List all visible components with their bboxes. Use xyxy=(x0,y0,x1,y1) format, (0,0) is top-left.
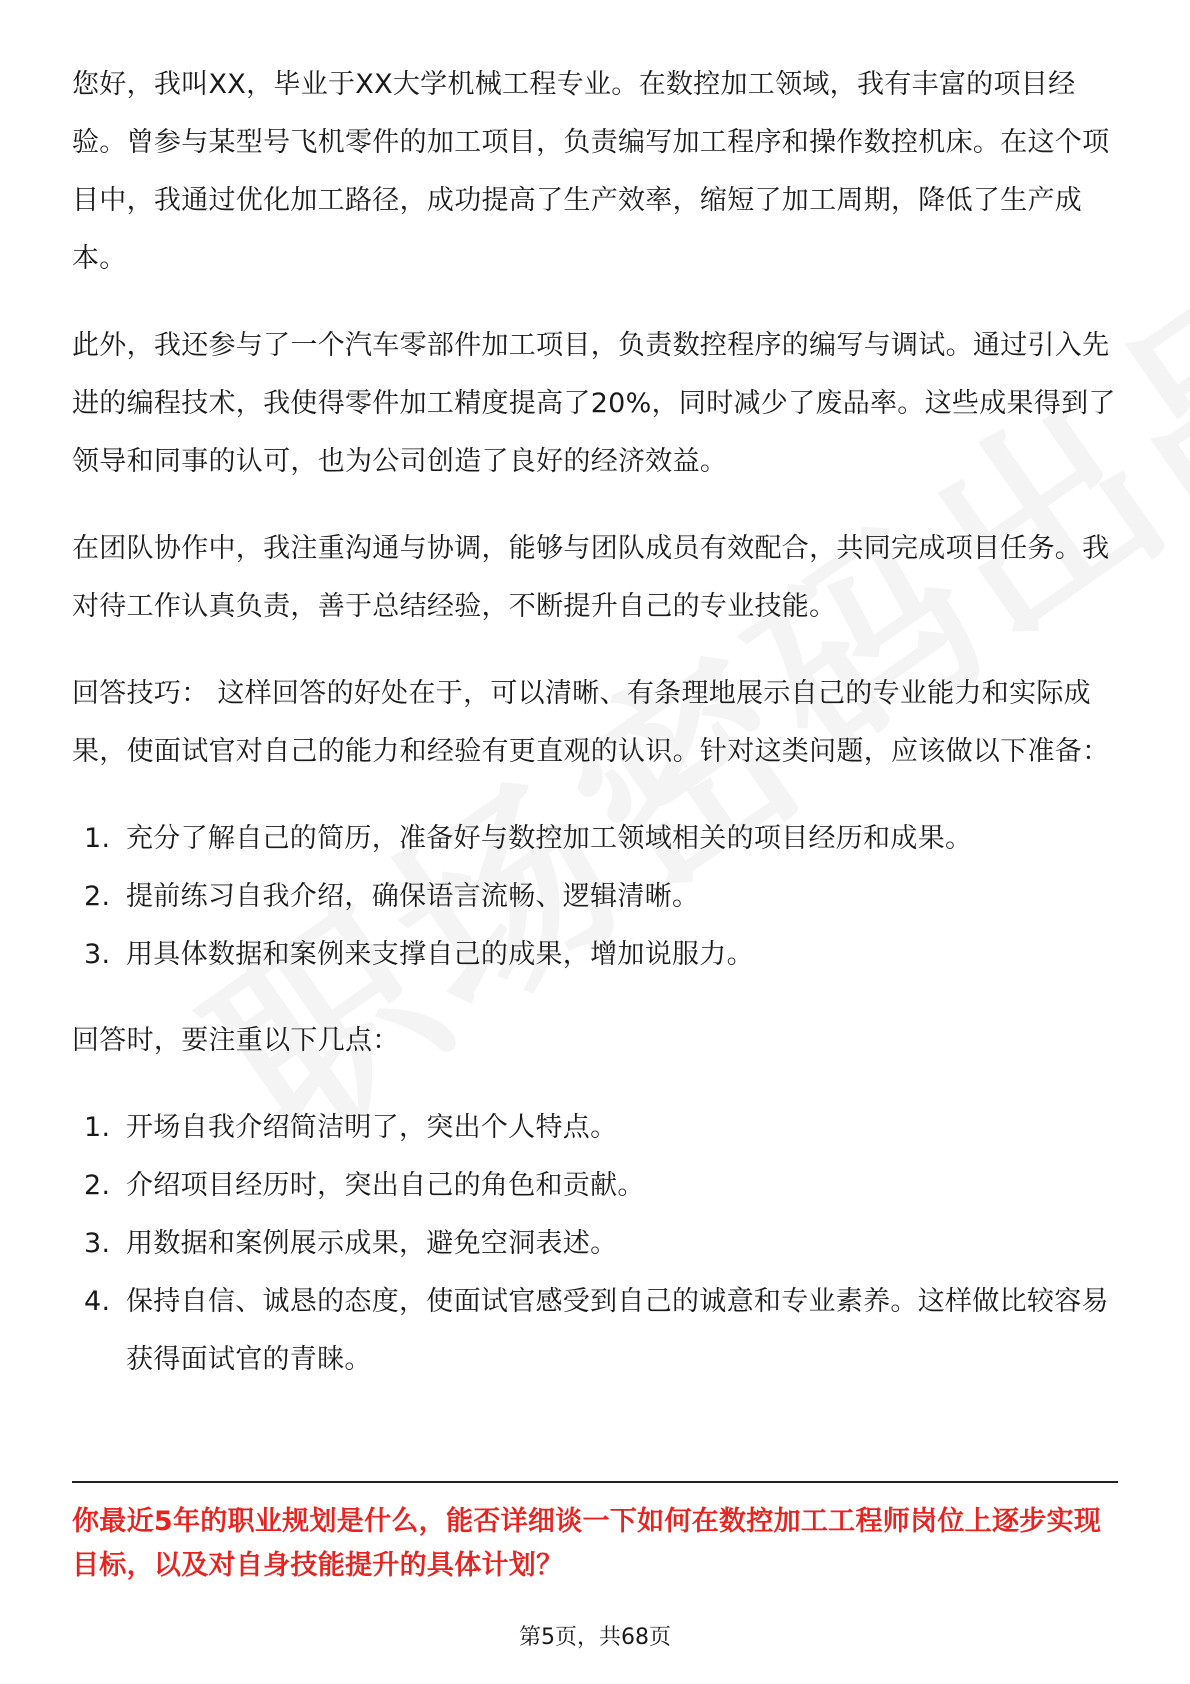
list-number: 3. xyxy=(84,1228,111,1259)
list-number: 2. xyxy=(84,881,111,912)
list-item xyxy=(72,810,1118,868)
list-number: 1. xyxy=(84,823,111,854)
list-item xyxy=(72,1157,1118,1215)
list-number: 2. xyxy=(84,1170,111,1201)
list-item-text: 充分了解自己的简历，准备好与数控加工领域相关的项目经历和成果。 xyxy=(126,823,973,854)
answer-paragraph-1: 您好，我叫XX，毕业于XX大学机械工程专业。在数控加工领域，我有丰富的项目经验。曾参与某型号飞机零件的加工项目，负责编写加工程序和操作数控机床。在这个项目中，我通过优化加工路径，成功提高了生产效率，缩短了加工周期，降低了生产成本。 xyxy=(72,69,1110,274)
list-item-text: 开场自我介绍简洁明了，突出个人特点。 xyxy=(126,1112,618,1143)
preparation-list xyxy=(72,810,1118,984)
list-number: 1. xyxy=(84,1112,111,1143)
answer-tips-paragraph: 回答技巧： 这样回答的好处在于，可以清晰、有条理地展示自己的专业能力和实际成果，使面试官对自己的能力和经验有更直观的认识。针对这类问题，应该做以下准备： xyxy=(72,678,1110,767)
page-number: 第5页，共68页 xyxy=(519,1625,671,1650)
list-item xyxy=(72,926,1118,984)
list-item-text: 介绍项目经历时，突出自己的角色和贡献。 xyxy=(126,1170,645,1201)
next-question-heading: 你最近5年的职业规划是什么，能否详细谈一下如何在数控加工工程师岗位上逐步实现目标，以及对自身技能提升的具体计划？ xyxy=(72,1506,1102,1581)
answer-paragraph-3: 在团队协作中，我注重沟通与协调，能够与团队成员有效配合，共同完成项目任务。我对待工作认真负责，善于总结经验，不断提升自己的专业技能。 xyxy=(72,533,1110,622)
list-number: 4. xyxy=(84,1286,111,1317)
points-intro: 回答时，要注重以下几点： xyxy=(72,1025,400,1056)
list-item-text: 提前练习自我介绍，确保语言流畅、逻辑清晰。 xyxy=(126,881,700,912)
list-item xyxy=(72,1273,1118,1389)
section-divider xyxy=(72,1481,1118,1483)
main-content xyxy=(72,56,1118,1417)
list-item-text: 用具体数据和案例来支撑自己的成果，增加说服力。 xyxy=(126,939,754,970)
points-list xyxy=(72,1099,1118,1389)
answer-paragraph-2: 此外，我还参与了一个汽车零部件加工项目，负责数控程序的编写与调试。通过引入先进的编程技术，我使得零件加工精度提高了20%，同时减少了废品率。这些成果得到了领导和同事的认可，也为公司创造了良好的经济效益。 xyxy=(72,330,1116,477)
list-item-text: 用数据和案例展示成果，避免空洞表述。 xyxy=(126,1228,618,1259)
list-item-text: 保持自信、诚恳的态度，使面试官感受到自己的诚意和专业素养。这样做比较容易获得面试官的青睐。 xyxy=(126,1286,1109,1375)
list-item xyxy=(72,1099,1118,1157)
list-number: 3. xyxy=(84,939,111,970)
list-item xyxy=(72,1215,1118,1273)
list-item xyxy=(72,868,1118,926)
